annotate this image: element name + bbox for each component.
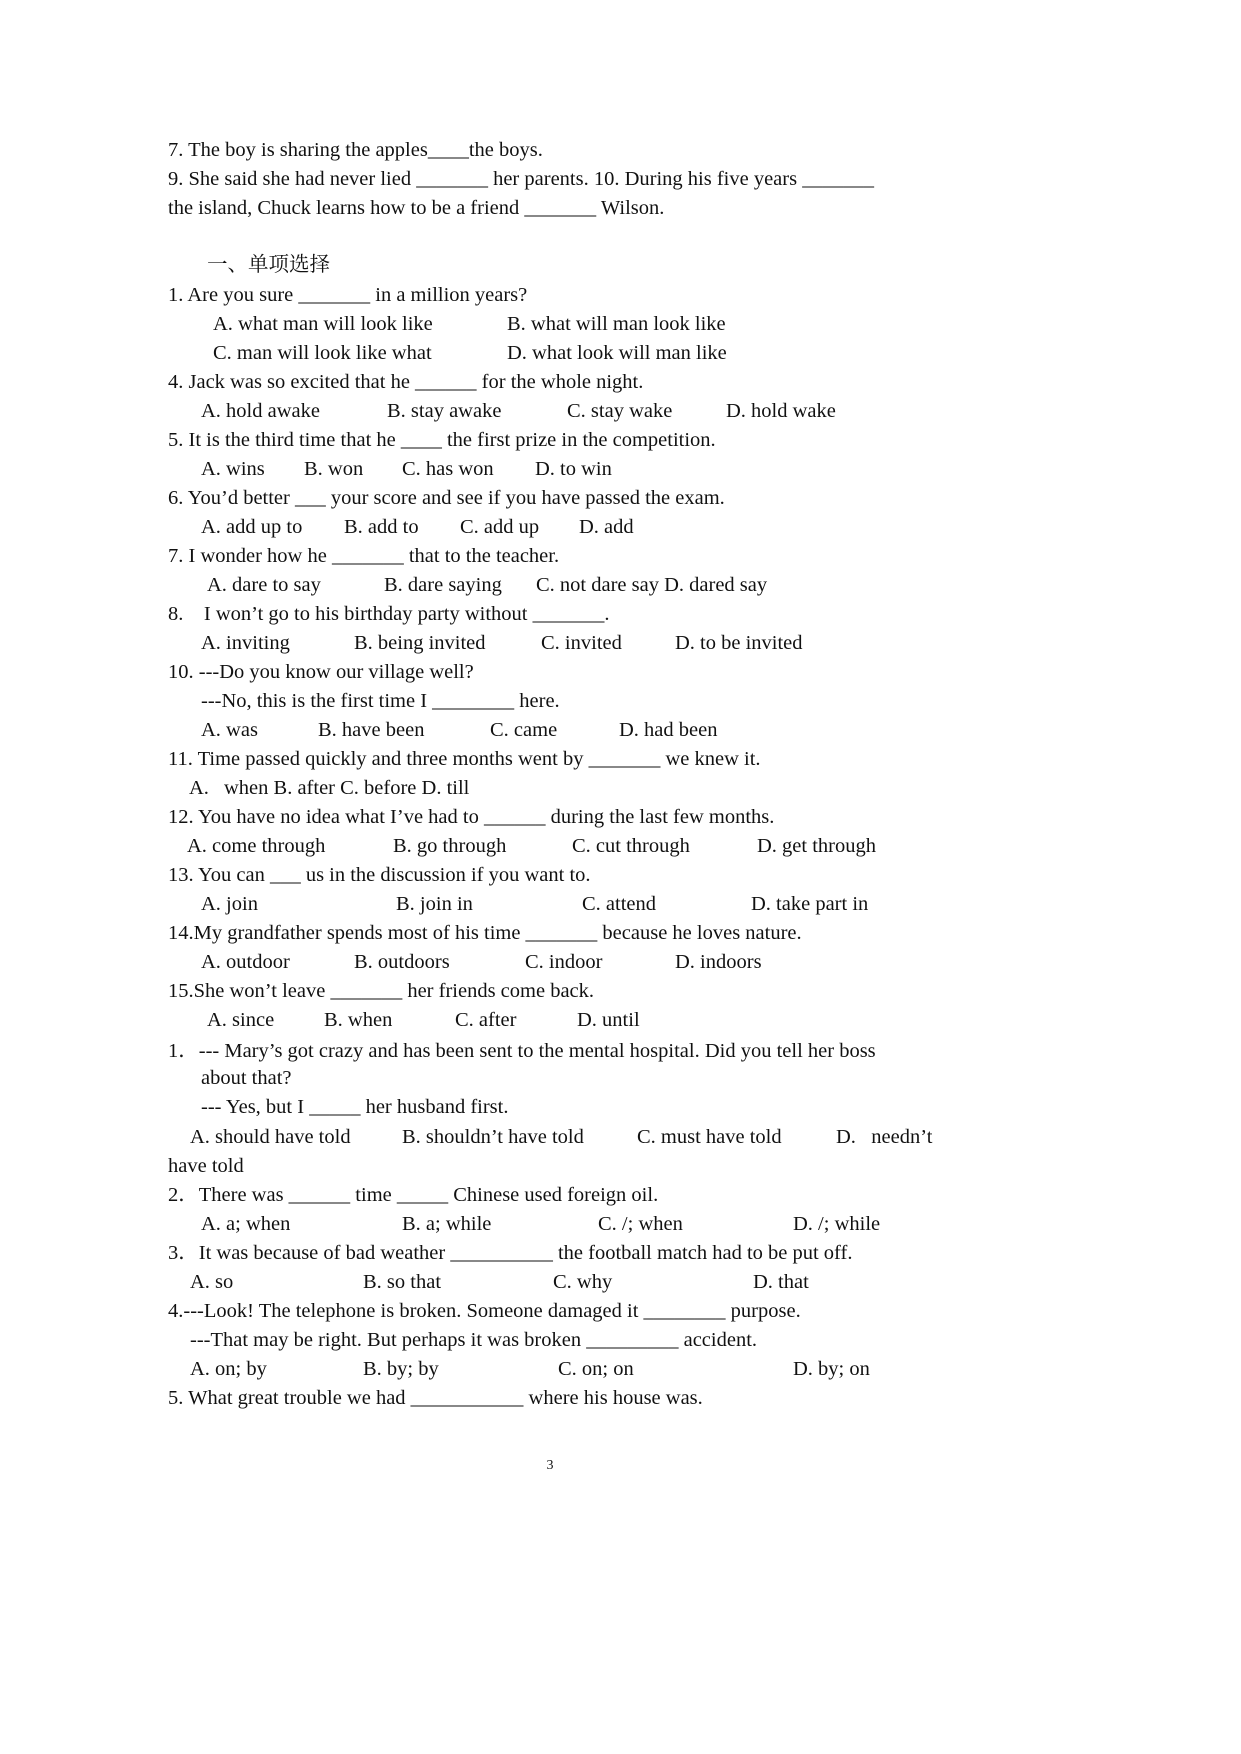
text-line: A. was — [201, 719, 258, 741]
text-line: B. won — [304, 458, 364, 480]
text-line: A. — [189, 777, 209, 799]
text-line: B. stay awake — [387, 400, 502, 422]
text-line: B. so that — [363, 1271, 442, 1293]
text-line: 1．--- Mary’s got crazy and has been sent to the mental hospital. Did you tell her boss — [168, 1040, 876, 1062]
text-line: 5. It is the third time that he ____ the first prize in the competition. — [168, 429, 716, 451]
text-line: 9. She said she had never lied _______ her parents. 10. During his five years _______ — [168, 168, 874, 190]
text-line: 1. Are you sure _______ in a million years? — [168, 284, 528, 306]
text-line: 4.---Look! The telephone is broken. Someone damaged it ________ purpose. — [168, 1300, 801, 1322]
text-line: B. go through — [393, 835, 507, 857]
text-line: have told — [168, 1155, 244, 1177]
text-line: B. when — [324, 1009, 393, 1031]
text-line: B. add to — [344, 516, 419, 538]
text-line: C. stay wake — [567, 400, 673, 422]
text-line: B. outdoors — [354, 951, 450, 973]
text-line: C. man will look like what — [213, 342, 432, 364]
text-line: 7. The boy is sharing the apples____the boys. — [168, 139, 543, 161]
text-line: 3．It was because of bad weather __________ the football match had to be put off. — [168, 1242, 853, 1264]
text-line: B. join in — [396, 893, 473, 915]
text-line: 2．There was ______ time _____ Chinese used foreign oil. — [168, 1184, 659, 1206]
text-line: D. needn’t — [836, 1126, 933, 1148]
text-line: A. add up to — [201, 516, 303, 538]
text-line: C. cut through — [572, 835, 690, 857]
text-line: A. what man will look like — [213, 313, 433, 335]
text-line: C. came — [490, 719, 558, 741]
text-line: C. add up — [460, 516, 540, 538]
text-line: D. by; on — [793, 1358, 870, 1380]
text-line: A. come through — [187, 835, 326, 857]
text-line: the island, Chuck learns how to be a friend _______ Wilson. — [168, 197, 665, 219]
text-line: 4. Jack was so excited that he ______ for the whole night. — [168, 371, 644, 393]
text-line: A. dare to say — [207, 574, 321, 596]
text-line: ---No, this is the first time I ________ here. — [201, 690, 560, 712]
text-line: D. /; while — [793, 1213, 881, 1235]
text-line: C. why — [553, 1271, 613, 1293]
text-line: 15.She won’t leave _______ her friends come back. — [168, 980, 595, 1002]
text-line: 7. I wonder how he _______ that to the teacher. — [168, 545, 560, 567]
text-line: C. indoor — [525, 951, 603, 973]
text-line: 6. You’d better ___ your score and see if you have passed the exam. — [168, 487, 725, 509]
text-line: D. take part in — [751, 893, 869, 915]
text-line: ---That may be right. But perhaps it was broken _________ accident. — [190, 1329, 758, 1351]
text-line: D. add — [579, 516, 634, 538]
text-line: B. what will man look like — [507, 313, 726, 335]
text-line: A. wins — [201, 458, 265, 480]
text-line: A. hold awake — [201, 400, 320, 422]
text-line: B. have been — [318, 719, 425, 741]
text-line: 13. You can ___ us in the discussion if you want to. — [168, 864, 591, 886]
text-line: B. shouldn’t have told — [402, 1126, 584, 1148]
text-line: D. get through — [757, 835, 876, 857]
text-line: B. being invited — [354, 632, 486, 654]
text-line: A. on; by — [190, 1358, 267, 1380]
text-line: C. has won — [402, 458, 494, 480]
text-line: A. a; when — [201, 1213, 291, 1235]
text-line: 14.My grandfather spends most of his time _______ because he loves nature. — [168, 922, 802, 944]
text-line: D. had been — [619, 719, 718, 741]
text-line: about that? — [201, 1067, 292, 1089]
text-line: B. by; by — [363, 1358, 439, 1380]
text-line: A. since — [207, 1009, 275, 1031]
text-line: C. not dare say D. dared say — [536, 574, 768, 596]
text-line: --- Yes, but I _____ her husband first. — [201, 1096, 509, 1118]
text-line: D. indoors — [675, 951, 762, 973]
text-line: C. attend — [582, 893, 657, 915]
text-line: 8. I won’t go to his birthday party without _______. — [168, 603, 610, 625]
text-line: C. invited — [541, 632, 622, 654]
text-line: 11. Time passed quickly and three months went by _______ we knew it. — [168, 748, 761, 770]
text-line: C. after — [455, 1009, 517, 1031]
text-line: A. so — [190, 1271, 234, 1293]
text-line: D. until — [577, 1009, 640, 1031]
text-line: A. join — [201, 893, 258, 915]
text-line: B. dare saying — [384, 574, 502, 596]
text-line: C. on; on — [558, 1358, 634, 1380]
text-line: A. outdoor — [201, 951, 290, 973]
text-line: A. inviting — [201, 632, 290, 654]
text-line: D. hold wake — [726, 400, 836, 422]
text-line: D. to be invited — [675, 632, 803, 654]
text-line: D. that — [753, 1271, 809, 1293]
text-line: 10. ---Do you know our village well? — [168, 661, 474, 683]
page-number: 3 — [546, 1458, 554, 1473]
text-line: D. to win — [535, 458, 612, 480]
text-line: 12. You have no idea what I’ve had to ______ during the last few months. — [168, 806, 775, 828]
text-line: C. /; when — [598, 1213, 683, 1235]
text-line: C. must have told — [637, 1126, 782, 1148]
text-line: 一、单项选择 — [207, 254, 330, 276]
text-line: 5. What great trouble we had ___________ where his house was. — [168, 1387, 703, 1409]
text-line: D. what look will man like — [507, 342, 727, 364]
text-line: B. a; while — [402, 1213, 492, 1235]
text-line: when B. after C. before D. till — [224, 777, 470, 799]
text-line: A. should have told — [190, 1126, 351, 1148]
